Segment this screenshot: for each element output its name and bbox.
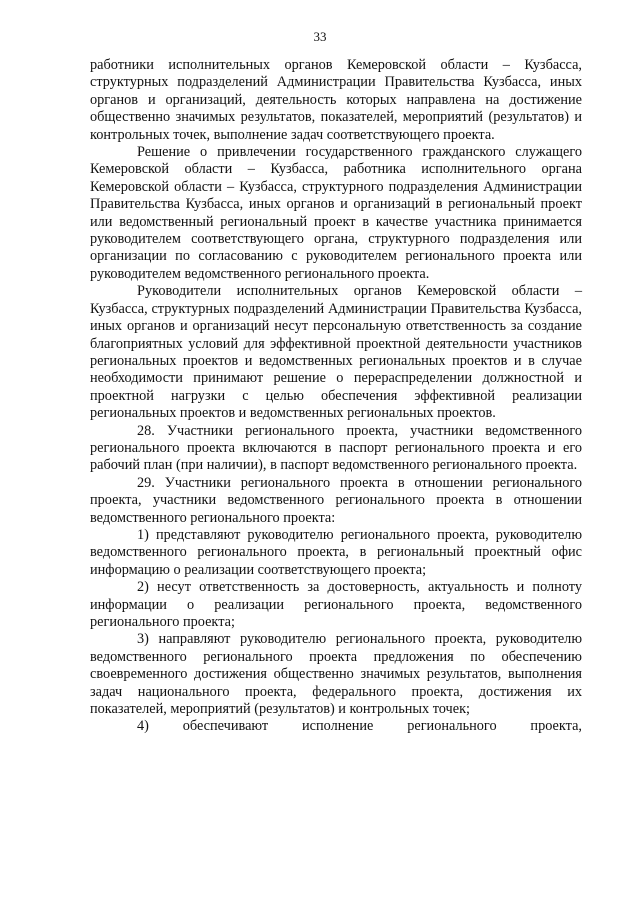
paragraph-item-29: 29. Участники регионального проекта в отношении регионального проекта, участники ведомственного регионального проекта в отношении ведомственного регионального проекта:	[90, 474, 582, 526]
list-item-4: 4) обеспечивают исполнение регионального проекта,	[137, 718, 582, 735]
list-item-1: 1) представляют руководителю регионального проекта, руководителю ведомственного регионального проекта, в региональный проектный офис информацию о реализации соответствующего проекта;	[90, 526, 582, 578]
paragraph-item-28: 28. Участники регионального проекта, участники ведомственного регионального проекта включаются в паспорт регионального проекта и его рабочий план (при наличии), в паспорт ведомственного регионального проекта.	[90, 422, 582, 474]
paragraph-continuation: работники исполнительных органов Кемеровской области – Кузбасса, структурных подразделений Администрации Правительства Кузбасса, иных органов и организаций, деятельность которых направлена на достижение общественно значимых результатов, показателей, мероприятий (результатов) и контрольных точек, выполнение задач соответствующего проекта.	[90, 57, 582, 143]
list-item-2: 2) несут ответственность за достоверность, актуальность и полноту информации о реализации регионального проекта, ведомственного регионального проекта;	[90, 579, 582, 630]
page-number: 33	[313, 29, 327, 44]
paragraph-decision-on-involvement: Решение о привлечении государственного гражданского служащего Кемеровской области – Кузбасса, работника исполнительного органа Кемеровской области – Кузбасса, структурного подразделения Администрации Правительства Кузбасса, иных органов и организаций в региональный проект или ведомственный региональный проект в качестве участника принимается руководителем соответствующего органа, структурного подразделения или организации по согласованию с руководителем регионального проекта или руководителем ведомственного регионального проекта.	[90, 144, 582, 282]
document-body	[90, 57, 582, 736]
list-item-3: 3) направляют руководителю регионального проекта, руководителю ведомственного регионального проекта предложения по обеспечению своевременного достижения общественно значимых результатов, выполнения задач национального проекта, федерального проекта, достижения их показателей, мероприятий (результатов) и контрольных точек;	[90, 631, 582, 718]
paragraph-heads-responsibility: Руководители исполнительных органов Кемеровской области – Кузбасса, структурных подразделений Администрации Правительства Кузбасса, иных органов и организаций несут персональную ответственность за создание благоприятных условий для эффективной проектной деятельности участников региональных проектов и ведомственных региональных проектов и в случае необходимости принимают решение о перераспределении должностной и проектной нагрузки с целью обеспечения эффективной реализации региональных проектов и ведомственных региональных проектов.	[90, 283, 582, 422]
